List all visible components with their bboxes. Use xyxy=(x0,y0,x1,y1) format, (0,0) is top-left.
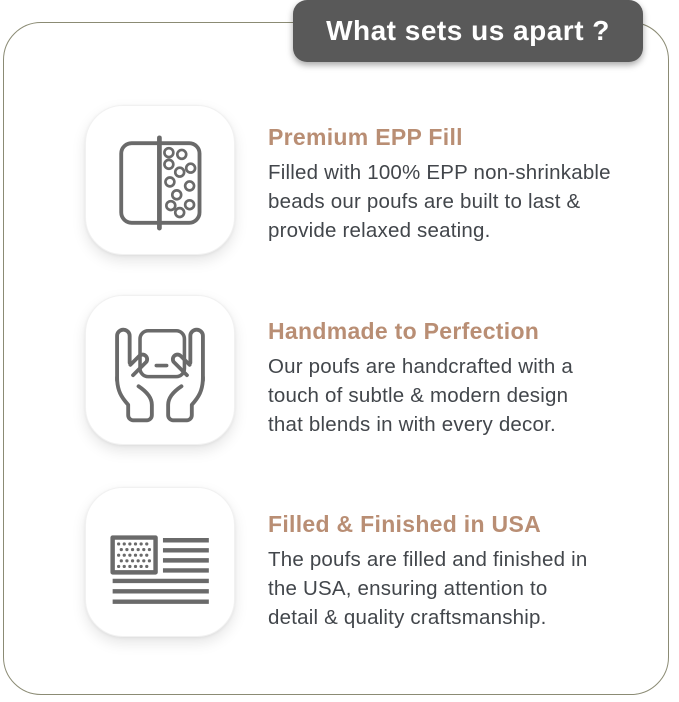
hands-holding-pouf-icon xyxy=(86,296,234,444)
feature-body xyxy=(268,158,668,245)
feature-title: Handmade to Perfection xyxy=(268,318,540,344)
feature-handmade xyxy=(268,318,668,439)
feature-body xyxy=(268,352,668,439)
feature-title: Premium EPP Fill xyxy=(268,124,463,150)
icon-card-premium-fill xyxy=(85,105,235,255)
feature-premium-fill xyxy=(268,124,668,245)
pouf-cross-section-icon xyxy=(86,106,234,254)
body-line: that blends in with every decor. xyxy=(268,413,556,436)
body-line: The poufs are filled and finished in xyxy=(268,548,588,571)
icon-card-usa xyxy=(85,487,235,637)
body-line: Filled with 100% EPP non-shrinkable xyxy=(268,161,611,184)
header-title: What sets us apart ? xyxy=(326,15,610,46)
body-line: detail & quality craftsmanship. xyxy=(268,606,547,629)
body-line: beads our poufs are built to last & xyxy=(268,190,581,213)
feature-title: Filled & Finished in USA xyxy=(268,511,541,537)
feature-body xyxy=(268,545,668,632)
body-line: Our poufs are handcrafted with a xyxy=(268,355,573,378)
usa-flag-icon xyxy=(86,488,234,636)
icon-card-handmade xyxy=(85,295,235,445)
body-line: the USA, ensuring attention to xyxy=(268,577,548,600)
feature-usa xyxy=(268,511,668,632)
body-line: touch of subtle & modern design xyxy=(268,384,569,407)
header-banner xyxy=(293,0,643,62)
body-line: provide relaxed seating. xyxy=(268,219,491,242)
